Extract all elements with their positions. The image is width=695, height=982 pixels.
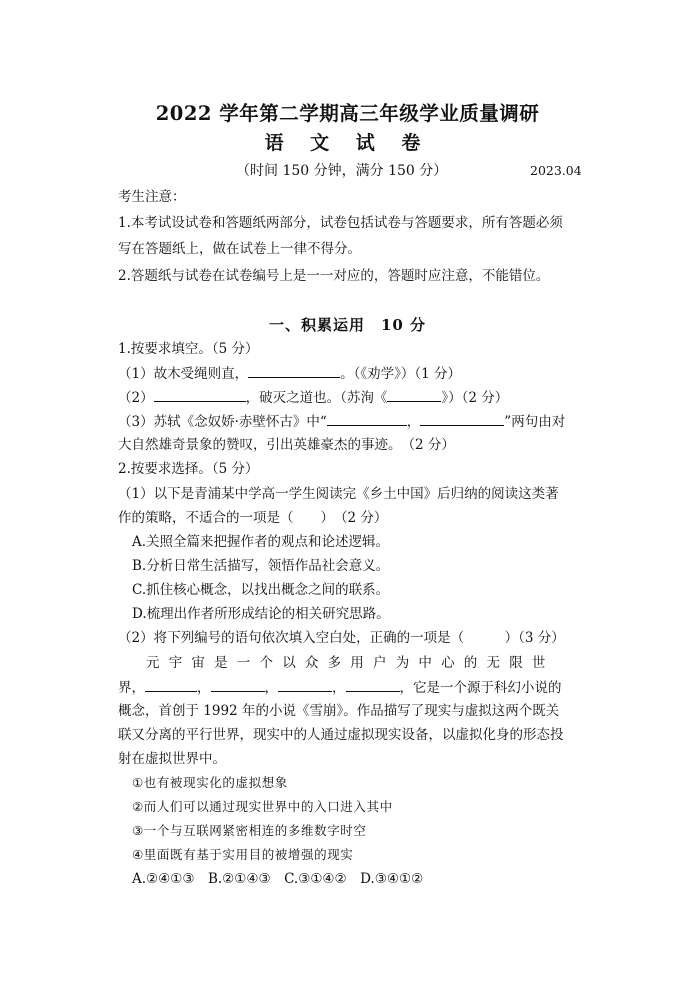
q1-sub-1-text-b: 。（《劝学》）（1 分） — [340, 366, 461, 382]
q1-sub-2-text-c: 》）（2 分） — [441, 390, 509, 406]
answer-blank[interactable] — [145, 677, 197, 692]
notice-item-2: 2.答题纸与试卷在试卷编号上是一一对应的，答题时应注意，不能错位。 — [118, 268, 550, 284]
q2-option-a: A.关照全篇来把握作者的观点和论述逻辑。 — [132, 534, 390, 550]
answer-blank[interactable] — [278, 677, 332, 692]
q1-sub-2-text-a: （2） — [118, 390, 154, 406]
answer-blank[interactable] — [346, 677, 400, 692]
q1-sub-2 — [118, 387, 578, 408]
passage-line-3: 概念，首创于 1992 年的小说《雪崩》。作品描写了现实与虚拟这两个既关 — [118, 703, 560, 719]
sentence-2: ②而人们可以通过现实世界中的入口进入其中 — [132, 799, 393, 814]
answer-blank[interactable] — [327, 411, 407, 426]
exam-date: 2023.04 — [530, 163, 582, 178]
q2-sub-1-line-1: （1）以下是青浦某中学高一学生阅读完《乡土中国》后归纳的阅读这类著 — [118, 486, 559, 502]
q2-stem: 2.按要求选择。（5 分） — [118, 461, 259, 477]
passage-line-1: 元宇宙是一个以众多用户为中心的无限世 — [146, 655, 555, 671]
passage-line-5: 射在虚拟世界中。 — [118, 751, 226, 767]
notice-heading: 考生注意： — [118, 189, 186, 205]
section-1-heading: 一、积累运用 10 分 — [268, 316, 427, 334]
q1-sub-3-text-c: ”两句由对 — [504, 414, 566, 430]
q2-sub-2-choices: A.②④①③ B.②①④③ C.③①④② D.③④①② — [132, 871, 424, 887]
q1-sub-3-text-a: （3）苏轼《念奴娇·赤壁怀古》中“ — [118, 414, 327, 430]
answer-blank[interactable] — [211, 677, 265, 692]
q1-sub-3-line-2: 大自然雄奇景象的赞叹，引出英雄豪杰的事迹。 （2 分） — [118, 437, 455, 453]
q2-option-d: D.梳理出作者所形成结论的相关研究思路。 — [132, 606, 390, 622]
sentence-3: ③一个与互联网紧密相连的多维数字时空 — [132, 823, 367, 838]
sentence-1: ①也有被现实化的虚拟想象 — [132, 775, 288, 790]
q1-sub-2-text-b: ，破灭之道也。（苏洵《 — [245, 390, 388, 406]
passage-comma: ， — [332, 680, 346, 696]
answer-blank[interactable] — [420, 411, 504, 426]
passage-comma: ， — [197, 680, 211, 696]
answer-blank[interactable] — [154, 387, 246, 402]
passage-comma: ， — [264, 680, 278, 696]
q2-sub-2-stem: （2）将下列编号的语句依次填入空白处，正确的一项是（ ）（3 分） — [118, 630, 565, 646]
q1-sub-1 — [118, 363, 578, 384]
notice-item-1-line-1: 1.本考试设试卷和答题纸两部分，试卷包括试卷与答题要求，所有答题必须 — [118, 215, 563, 231]
answer-blank[interactable] — [387, 387, 441, 402]
q2-option-c: C.抓住核心概念，以找出概念之间的联系。 — [132, 582, 390, 598]
q1-stem: 1.按要求填空。（5 分） — [118, 341, 259, 357]
notice-item-1-line-2: 写在答题纸上，做在试卷上一律不得分。 — [118, 241, 361, 257]
passage-line-2-text-b: ，它是一个源于科幻小说的 — [399, 680, 562, 696]
passage-line-2 — [118, 677, 578, 698]
exam-time-info: （时间 150 分钟，满分 150 分） — [236, 163, 448, 179]
q1-sub-1-text-a: （1）故木受绳则直， — [118, 366, 249, 382]
answer-blank[interactable] — [248, 363, 340, 378]
exam-title: 2022 学年第二学期高三年级学业质量调研 — [155, 102, 540, 125]
q1-sub-3 — [118, 411, 578, 432]
exam-subject: 语 文 试 卷 — [264, 132, 431, 154]
q2-sub-1-line-2: 作的策略，不适合的一项是（ ） （2 分） — [118, 510, 388, 526]
q1-sub-3-text-b: ， — [406, 414, 421, 430]
passage-line-4: 联又分离的平行世界，现实中的人通过虚拟现实设备，以虚拟化身的形态投 — [118, 727, 564, 743]
sentence-4: ④里面既有基于实用目的被增强的现实 — [132, 847, 354, 862]
passage-line-2-text-a: 界， — [118, 680, 145, 696]
q2-option-b: B.分析日常生活描写，领悟作品社会意义。 — [132, 558, 390, 574]
